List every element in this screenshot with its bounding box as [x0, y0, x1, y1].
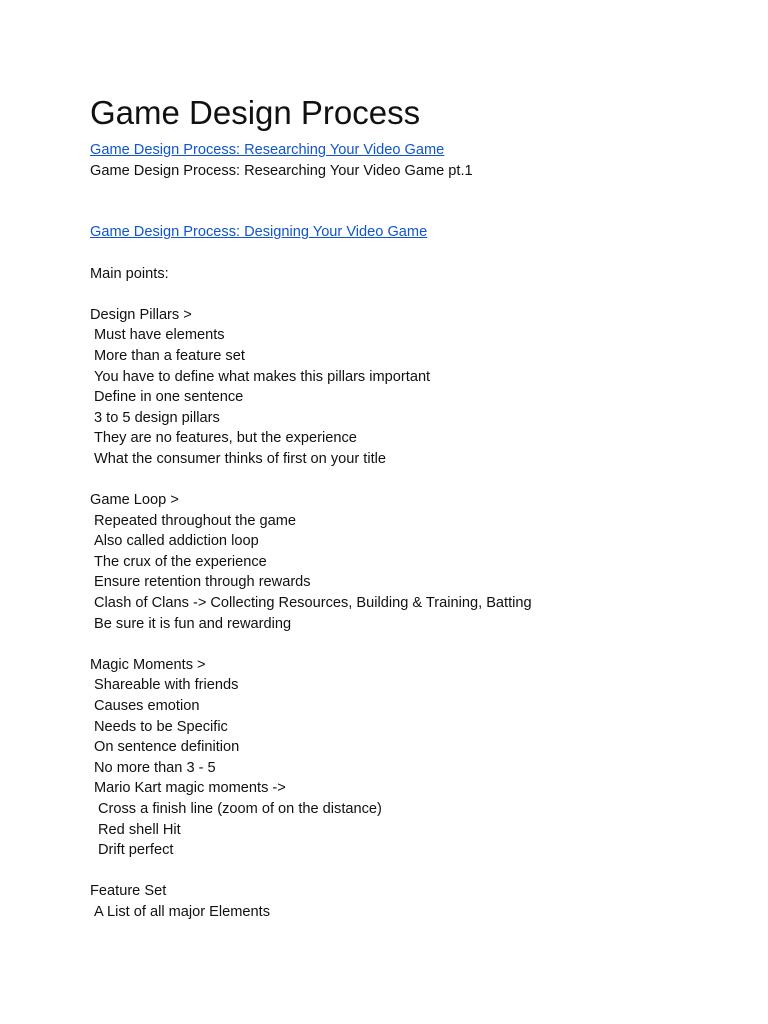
- list-item: Define in one sentence: [94, 389, 244, 406]
- list-item: What the consumer thinks of first on your title: [94, 450, 386, 467]
- list-item: You have to define what makes this pillars important: [94, 368, 431, 385]
- sub-list-item: Cross a finish line (zoom of on the distance): [98, 801, 382, 817]
- link-researching[interactable]: Game Design Process: Researching Your Video Game: [90, 142, 445, 158]
- magic-moments-heading: Magic Moments >: [90, 656, 206, 673]
- list-item: A List of all major Elements: [94, 903, 271, 920]
- link-designing[interactable]: Game Design Process: Designing Your Video Game: [90, 224, 428, 241]
- sub-list-item: Red shell Hit: [98, 821, 181, 838]
- document-title: Game Design Process: [90, 94, 421, 131]
- list-item: Also called addiction loop: [94, 533, 259, 550]
- main-points-label: Main points:: [90, 265, 169, 282]
- list-item: On sentence definition: [94, 739, 240, 756]
- document-body: [90, 93, 730, 923]
- list-item: Must have elements: [94, 327, 225, 344]
- list-item: Needs to be Specific: [94, 718, 228, 735]
- list-item: Be sure it is fun and rewarding: [94, 615, 292, 632]
- list-item: The crux of the experience: [94, 553, 267, 570]
- list-item: Causes emotion: [94, 698, 200, 715]
- game-loop-heading: Game Loop >: [90, 492, 179, 509]
- list-item: 3 to 5 design pillars: [94, 409, 220, 426]
- list-item: No more than 3 - 5: [94, 759, 216, 776]
- list-item: Ensure retention through rewards: [94, 574, 311, 591]
- researching-pt1-text: Game Design Process: Researching Your Video Game pt.1: [90, 162, 473, 179]
- feature-set-heading: Feature Set: [90, 883, 167, 900]
- sub-list-item: Drift perfect: [98, 842, 174, 859]
- list-item: Repeated throughout the game: [94, 512, 297, 529]
- list-item: Mario Kart magic moments ->: [94, 780, 286, 797]
- design-pillars-heading: Design Pillars >: [90, 306, 192, 323]
- list-item: Shareable with friends: [94, 677, 239, 694]
- list-item: Clash of Clans -> Collecting Resources, Building & Training, Batting: [94, 595, 532, 612]
- list-item: They are no features, but the experience: [94, 430, 357, 447]
- list-item: More than a feature set: [94, 347, 245, 364]
